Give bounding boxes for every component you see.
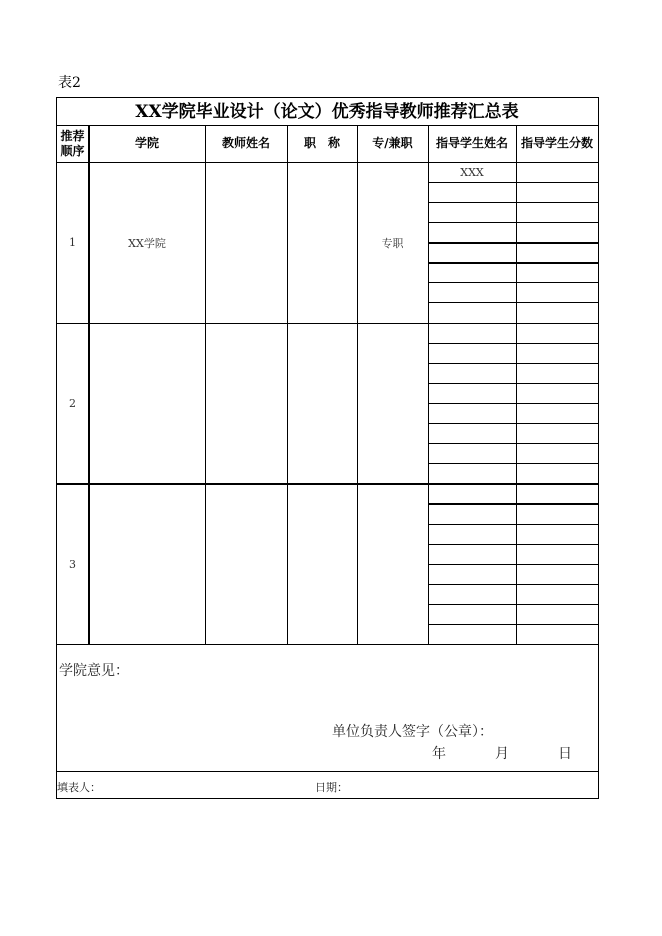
college-opinion-label: 学院意见： (59, 663, 129, 679)
group-3-order: 3 (69, 557, 76, 571)
table-number-label: 表2 (58, 75, 81, 91)
header-college: 学院 (134, 136, 159, 150)
group-1-student-1[interactable]: XXX (460, 165, 484, 179)
group-1-college[interactable]: XX学院 (128, 236, 166, 250)
group-1-order: 1 (69, 236, 76, 249)
group-1-type[interactable]: 专职 (381, 236, 404, 250)
header-order-line2: 顺序 (60, 143, 85, 158)
year-label: 年 (432, 746, 446, 762)
header-order-line1: 推荐 (60, 128, 85, 143)
signature-label: 单位负责人签字（公章）： (332, 724, 493, 740)
header-fulltime-parttime: 专/兼职 (372, 136, 413, 150)
header-order (56, 125, 89, 162)
table-title: XX学院毕业设计（论文）优秀指导教师推荐汇总表 (135, 102, 519, 122)
filler-label: 填表人： (57, 781, 101, 794)
header-teacher-name: 教师姓名 (221, 136, 270, 150)
header-job-title: 职 称 (303, 136, 340, 150)
date-label: 日期： (315, 781, 348, 794)
group-1-job-title[interactable] (287, 162, 357, 323)
group-1-teacher[interactable] (205, 162, 287, 323)
month-label: 月 (495, 746, 509, 762)
header-student-name: 指导学生姓名 (435, 136, 508, 150)
day-label: 日 (558, 746, 572, 762)
group-2-order: 2 (69, 396, 76, 410)
header-student-score: 指导学生分数 (520, 136, 593, 150)
